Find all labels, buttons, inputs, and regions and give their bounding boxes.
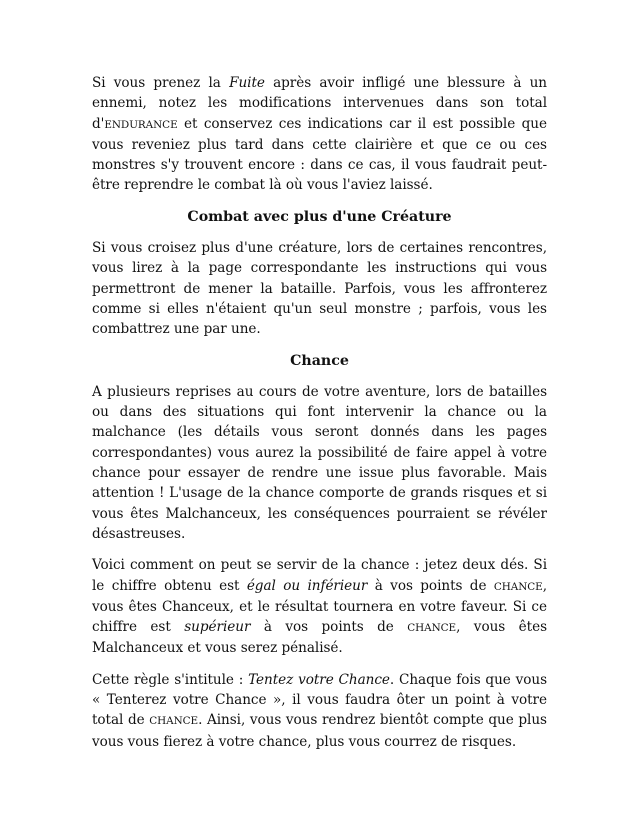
text-run: et conservez ces indications car il est possible que vous reveniez plus tard dans cette clairière et que ce ou ces monstres s'y trouvent encore : dans ce cas, il vous faudrait peut-être reprendre le combat là où vous l'aviez laissé. [92, 115, 547, 194]
italic-term: supérieur [184, 619, 251, 636]
text-run: à vos points de [367, 577, 494, 594]
paragraph-combat-multiple: Si vous croisez plus d'une créature, lors de certaines rencontres, vous lirez à la page correspondante les instructions qui vous permettront de mener la bataille. Parfois, vous les affronterez comme si elles n'étaient qu'un seul monstre ; parfois, vous les combattrez une par une. [92, 240, 547, 338]
paragraph-chance-rules [92, 555, 547, 658]
section-heading-combat: Combat avec plus d'une Créature [187, 208, 452, 225]
paragraph-chance-intro: A plusieurs reprises au cours de votre aventure, lors de batailles ou dans des situations qui font intervenir la chance ou la malchance (les détails vous seront donnés dans les pages correspondantes) vous aurez la possibilité de faire appel à votre chance pour essayer de rendre une issue plus favorable. Mais attention ! L'usage de la chance comporte de grands risques et si vous êtes Malchanceux, les conséquences pourraient se révéler désastreuses. [92, 383, 547, 542]
text-run: à vos points de [250, 619, 408, 636]
italic-term: Fuite [229, 75, 265, 91]
small-caps-term: CHANCE [493, 580, 543, 593]
section-heading-chance: Chance [290, 352, 349, 369]
italic-term: égal ou inférieur [246, 577, 368, 594]
paragraph-fuite [92, 73, 547, 196]
small-caps-term: ENDURANCE [104, 118, 178, 131]
text-run: , vous êtes Chanceux, et le résultat tournera en votre faveur. Si ce chiffre est [92, 577, 547, 636]
paragraph-tentez-chance [92, 670, 547, 752]
text-run: . Ainsi, vous vous rendrez bientôt compte que plus vous vous fierez à votre chance, plus vous courrez de risques. [92, 712, 547, 750]
page-content [92, 73, 547, 752]
text-run: , vous êtes Malchanceux et vous serez pénalisé. [92, 619, 547, 657]
text-run: Si vous prenez la [92, 75, 230, 91]
text-run: après avoir infligé une blessure à un ennemi, notez les modifications intervenues dans son total d' [92, 75, 547, 132]
text-run: Cette règle s'intitule : [92, 671, 249, 688]
small-caps-term: CHANCE [149, 715, 199, 728]
text-run: . Chaque fois que vous « Tenterez votre Chance », il vous faudra ôter un point à votre total de [92, 671, 547, 729]
text-run: Voici comment on peut se servir de la chance : jetez deux dés. Si le chiffre obtenu est [92, 557, 547, 594]
small-caps-term: CHANCE [407, 622, 457, 635]
italic-term: Tentez votre Chance [248, 671, 390, 688]
